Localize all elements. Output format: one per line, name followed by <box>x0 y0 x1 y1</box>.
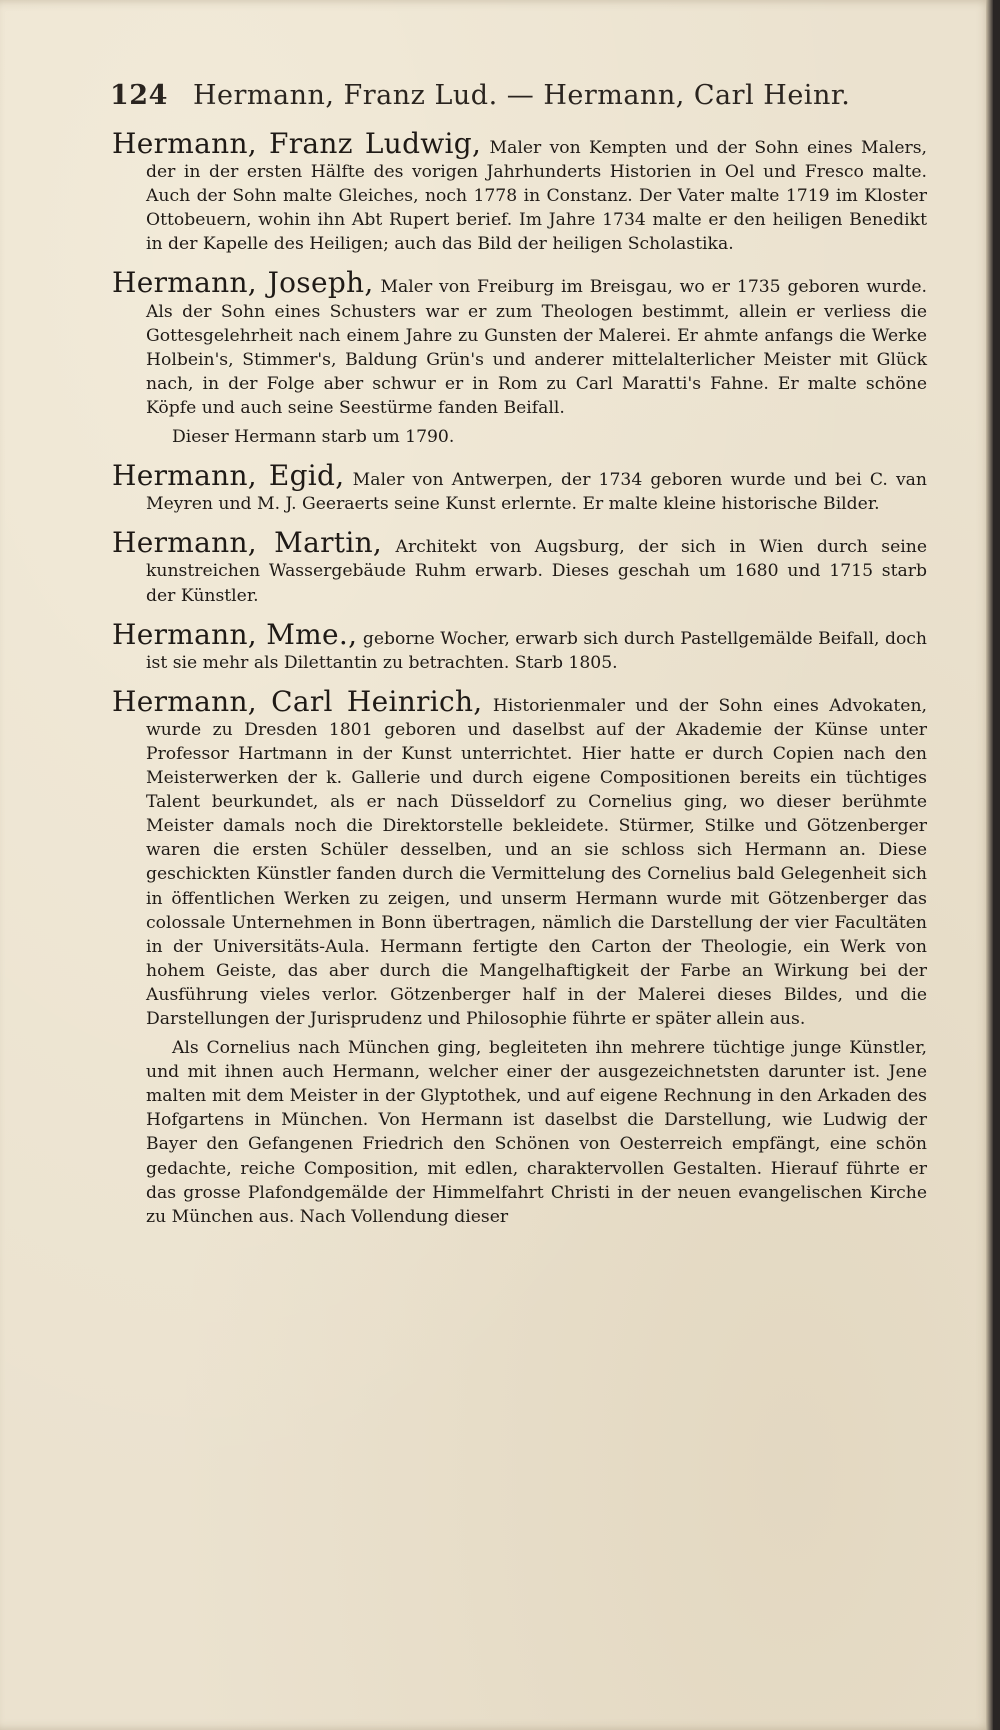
entry-headword: Hermann, Franz Ludwig, <box>112 127 482 160</box>
entry-text: Maler von Freiburg im Breisgau, wo er 1735 geboren wurde. Als der Sohn eines Schusters war er zum Theologen bestimmt, allein er verliess die Gottesgelehrheit nach einem Jahre zu Gunsten der Malerei. Er ahmte anfangs die Werke Holbein's, Stimmer's, Baldung Grün's und anderer mittelalterlicher Meister mit Glück nach, in der Folge aber schwur er in Rom zu Carl Maratti's Fahne. Er malte schöne Köpfe und auch seine Seestürme fanden Beifall. <box>146 277 927 418</box>
entry-text: geborne Wocher, erwarb sich durch Pastellgemälde Beifall, doch ist sie mehr als Dilettantin zu betrachten. Starb 1805. <box>146 628 928 673</box>
running-head-title: Hermann, Franz Lud. — Hermann, Carl Heinr. <box>192 80 851 111</box>
entry-hermann-franz-ludwig <box>112 127 928 256</box>
entry-text: Historienmaler und der Sohn eines Advokaten, wurde zu Dresden 1801 geboren und daselbst auf der Akademie der Künse unter Professor Hartmann in der Kunst unterrichtet. Hier hatte er durch Copien nach den Meisterwerken der k. Gallerie und durch eigene Compositionen bereits ein tüchtiges Talent beurkundet, als er nach Düsseldorf zu Cornelius ging, wo dieser berühmte Meister damals noch die Direktorstelle bekleidete. Stürmer, Stilke und Götzenberger waren die ersten Schüler desselben, und an sie schloss sich Hermann an. Diese geschickten Künstler fanden durch die Vermittelung des Cornelius bald Gelegenheit sich in öffentlichen Werken zu zeigen, und unserm Hermann wurde mit Götzenberger das colossale Unternehmen in Bonn übertragen, nämlich die Darstellung der vier Facultäten in der Universitäts-Aula. Hermann fertigte den Carton der Theologie, ein Werk von hohem Geiste, das aber durch die Mangelhaftigkeit der Farbe an Wirkung bei der Ausführung vieles verlor. Götzenberger half in der Malerei dieses Bildes, und die Darstellungen der Jurisprudenz und Philosophie führte er später allein aus. <box>146 695 928 1029</box>
entry-hermann-mme <box>112 617 928 675</box>
entry-headword: Hermann, Egid, <box>112 459 345 493</box>
entry-text: Architekt von Augsburg, der sich in Wien durch seine kunstreichen Wassergebäude Ruhm erwarb. Dieses geschah um 1680 und 1715 starb der Künstler. <box>146 537 927 606</box>
dictionary-entries <box>112 127 928 1244</box>
entry-paragraph: Als Cornelius nach München ging, begleiteten ihn mehrere tüchtige junge Künstler, und mit ihnen auch Hermann, welcher einer der ausgezeichnetsten darunter ist. Jene malten mit dem Meister in der Glyptothek, und auf eigene Rechnung in den Arkaden des Hofgartens in München. Von Hermann ist daselbst die Darstellung, wie Ludwig der Bayer den Gefangenen Friedrich den Schönen von Oesterreich empfängt, eine schön gedachte, reiche Composition, mit edlen, charaktervollen Gestalten. Hierauf führte er das grosse Plafondgemälde der Himmelfahrt Christi in der neuen evangelischen Kirche zu München aus. Nach Vollendung dieser <box>146 1038 927 1227</box>
entry-headword: Hermann, Carl Heinrich, <box>112 684 483 718</box>
entry-text: Maler von Kempten und der Sohn eines Malers, der in der ersten Hälfte des vorigen Jahrhunderts Historien in Oel und Fresco malte. Auch der Sohn malte Gleiches, noch 1778 in Constanz. Der Vater malte 1719 im Kloster Ottobeuern, wohin ihn Abt Rupert berief. Im Jahre 1734 malte er den heiligen Benedikt in der Kapelle des Heiligen; auch das Bild der heiligen Scholastika. <box>146 138 928 255</box>
page-number: 124 <box>110 80 168 111</box>
page-edge-shadow <box>986 0 993 1730</box>
running-head <box>110 80 890 111</box>
entry-headword: Hermann, Joseph, <box>112 266 374 300</box>
entry-hermann-carl-heinrich <box>112 684 928 1229</box>
entry-headword: Hermann, Mme., <box>112 617 358 651</box>
entry-hermann-egid <box>112 459 927 516</box>
entry-text: Maler von Antwerpen, der 1734 geboren wurde und bei C. van Meyren und M. J. Geeraerts seine Kunst erlernte. Er malte kleine historische Bilder. <box>146 470 927 515</box>
entry-paragraph: Dieser Hermann starb um 1790. <box>172 427 455 448</box>
entry-hermann-martin <box>112 526 927 607</box>
entry-headword: Hermann, Martin, <box>112 526 383 560</box>
entry-hermann-joseph <box>112 266 927 449</box>
